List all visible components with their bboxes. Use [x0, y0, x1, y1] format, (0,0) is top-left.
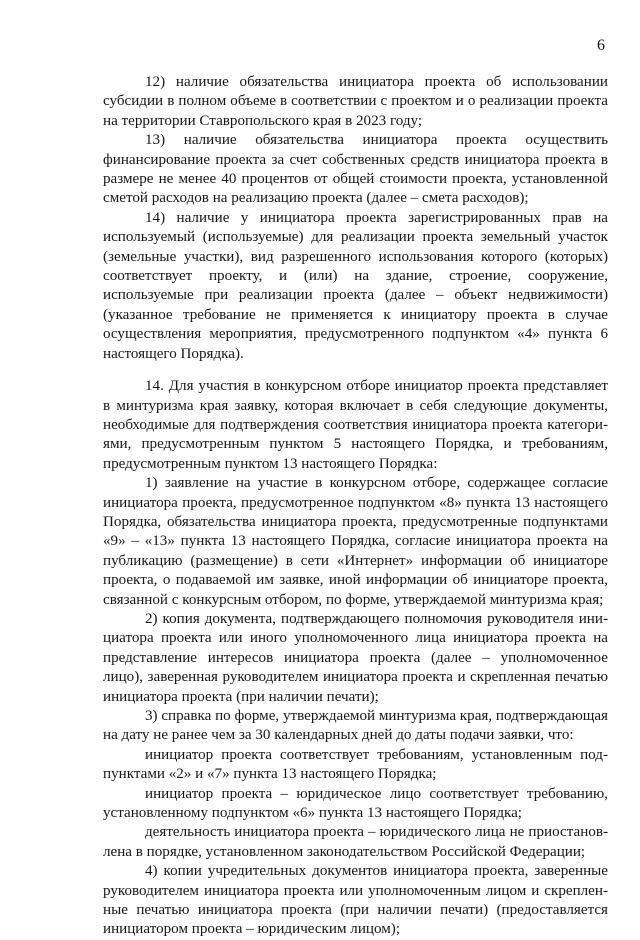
document-body — [103, 73, 608, 940]
paragraph-doc-3c: деятельность инициатора проекта – юридического лица не приостановлена в порядке, установленном законодательством Российской Федерации; — [103, 824, 608, 860]
page-number: 6 — [597, 37, 605, 54]
paragraph-doc-2: 2) копия документа, подтверждающего полномочия руководителя инициатора проекта или иного уполномоченного лица инициатора проекта на представление интересов инициатора проекта (далее – уполномоченное лицо), заверенная руководителем инициатора проекта и скрепленная печатью инициатора проекта (при наличии печати); — [103, 610, 608, 705]
paragraph-item-13: 13) наличие обязательства инициатора проекта осуществить финансирование проекта за счет собственных средств инициатора проекта в размере не менее 40 процентов от общей стоимости проекта, установленной сметой расходов на реализацию проекта (далее – смета расходов); — [103, 132, 608, 207]
paragraph-section-14: 14. Для участия в конкурсном отборе инициатор проекта представляет в минтуризма края заявку, которая включает в себя следующие документы, необходимые для подтверждения соответствия инициатора проекта категориями, предусмотренным пунктом 5 настоящего Порядка, и требованиям, предусмотренным пунктом 13 настоящего Порядка: — [103, 378, 608, 472]
paragraph-doc-3b: инициатор проекта – юридическое лицо соответствует требованию, установленному подпунктом «6» пункта 13 настоящего Порядка; — [103, 785, 608, 822]
paragraph-item-12: 12) наличие обязательства инициатора проекта об использовании субсидии в полном объеме в соответствии с проектом и о реализации проекта на территории Ставропольского края в 2023 году; — [103, 74, 608, 129]
paragraph-item-14: 14) наличие у инициатора проекта зарегистрированных прав на используемый (используемые) для реализации проекта земельный участок (земельные участки), вид разрешенного использования которого (которых) соответствует проекту, и (или) на здание, строение, сооружение, используемые при реализации проекта (далее – объект недвижимости) (указанное требование не применяется к инициатору проекта в случае осуществления мероприятия, предусмотренного подпунктом «4» пункта 6 настоящего Порядка). — [103, 209, 608, 362]
paragraph-doc-1: 1) заявление на участие в конкурсном отборе, содержащее согласие инициатора проекта, предусмотренное подпунктом «8» пункта 13 настоящего Порядка, обязательства инициатора проекта, предусмотренные подпунктами «9» – «13» пункта 13 настоящего Порядка, согласие инициатора проекта на публикацию (размещение) в сети «Интернет» информации об инициаторе проекта, о подаваемой им заявке, иной информации об инициаторе проекта, связанной с конкурсным отбором, по форме, утверждаемой минтуризма края; — [103, 475, 608, 608]
paragraph-doc-4: 4) копии учредительных документов инициатора проекта, заверенные руководителем инициатора проекта или уполномоченным лицом и скрепленные печатью инициатора проекта (при наличии печати) (предоставляется инициатором проекта – юридическим лицом); — [103, 863, 608, 938]
paragraph-doc-3a: инициатор проекта соответствует требованиям, установленным подпунктами «2» и «7» пункта 13 настоящего Порядка; — [103, 746, 608, 783]
paragraph-doc-3: 3) справка по форме, утверждаемой минтуризма края, подтверждающая на дату не ранее чем за 30 календарных дней до даты подачи заявки, что: — [103, 708, 608, 744]
